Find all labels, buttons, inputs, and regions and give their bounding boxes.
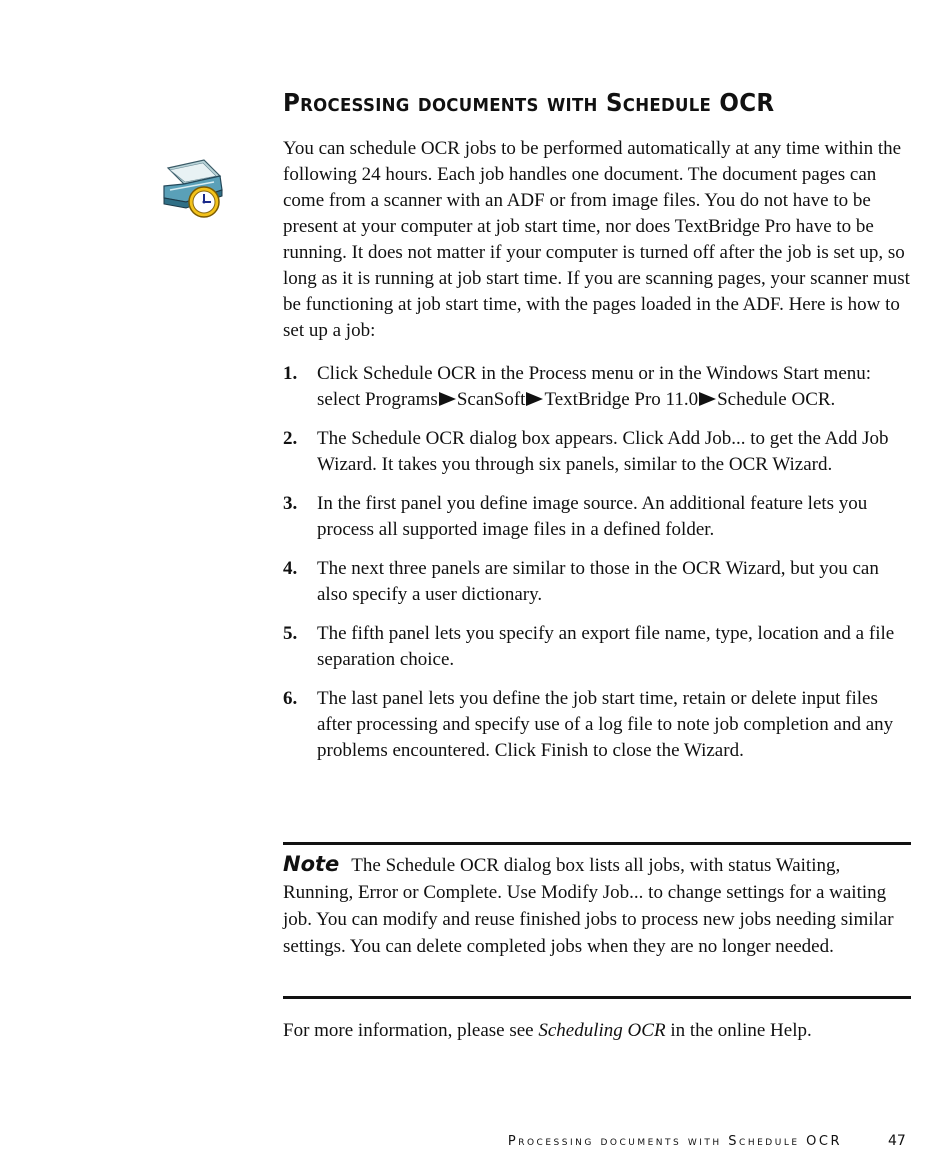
list-item bbox=[283, 686, 913, 764]
step-text: The Schedule OCR dialog box appears. Click Add Job... to get the Add Job Wizard. It takes you through six panels, similar to the OCR Wizard. bbox=[317, 428, 889, 475]
menu-path-arrow-icon bbox=[699, 392, 716, 406]
more-info-text-end: in the online Help. bbox=[665, 1020, 812, 1041]
note-box bbox=[283, 851, 908, 960]
step-number: 6. bbox=[283, 688, 298, 709]
step-text: The last panel lets you define the job start time, retain or delete input files after processing and specify use of a log file to note job completion and any problems encountered. Click Finish to close the Wizard. bbox=[317, 688, 894, 761]
menu-path-arrow-icon bbox=[439, 392, 456, 406]
list-item bbox=[283, 426, 913, 478]
step-number: 3. bbox=[283, 493, 298, 514]
menu-path-item: ScanSoft bbox=[456, 389, 526, 410]
setup-steps-list bbox=[283, 361, 913, 777]
list-item bbox=[283, 361, 913, 413]
step-number: 2. bbox=[283, 428, 298, 449]
step-text: Click Schedule OCR in the Process menu or in the Windows Start menu: select Programs bbox=[317, 363, 872, 410]
step-text: The fifth panel lets you specify an export file name, type, location and a file separation choice. bbox=[317, 623, 895, 670]
menu-path-item: Schedule OCR. bbox=[717, 389, 836, 410]
step-number: 4. bbox=[283, 558, 298, 579]
menu-path-item: TextBridge Pro 11.0 bbox=[544, 389, 699, 410]
step-text: In the first panel you define image source. An additional feature lets you process all supported image files in a defined folder. bbox=[317, 493, 868, 540]
more-info-text: For more information, please see bbox=[283, 1020, 539, 1041]
menu-path-arrow-icon bbox=[526, 392, 543, 406]
page-number: 47 bbox=[888, 1133, 906, 1149]
list-item bbox=[283, 556, 913, 608]
note-top-divider bbox=[283, 842, 911, 845]
help-topic-reference: Scheduling OCR bbox=[538, 1020, 666, 1041]
section-heading: Processing documents with Schedule OCR bbox=[283, 88, 775, 117]
more-info-paragraph bbox=[283, 1018, 923, 1044]
running-footer-title: Processing documents with Schedule OCR bbox=[507, 1134, 842, 1149]
intro-paragraph: You can schedule OCR jobs to be performed automatically at any time within the following 24 hours. Each job handles one document. The document pages can come from a scanner with an ADF or from image files. You do not have to be present at your computer at job start time, nor does TextBridge Pro have to be running. It does not matter if your computer is turned off after the job is set up, so long as it is running at job start time. If you are scanning pages, your scanner must be functioning at job start time, with the pages loaded in the ADF. Here is how to set up a job: bbox=[283, 138, 910, 341]
note-label: Note bbox=[283, 852, 340, 876]
list-item bbox=[283, 491, 913, 543]
step-text: The next three panels are similar to those in the OCR Wizard, but you can also specify a user dictionary. bbox=[317, 558, 879, 605]
note-bottom-divider bbox=[283, 996, 911, 999]
step-number: 1. bbox=[283, 363, 298, 384]
scanner-clock-icon bbox=[160, 156, 228, 224]
step-number: 5. bbox=[283, 623, 298, 644]
note-text: The Schedule OCR dialog box lists all jobs, with status Waiting, Running, Error or Complete. Use Modify Job... to change settings for a waiting job. You can modify and reuse finished jobs to process new jobs needing similar settings. You can delete completed jobs when they are no longer needed. bbox=[283, 855, 894, 957]
list-item bbox=[283, 621, 913, 673]
